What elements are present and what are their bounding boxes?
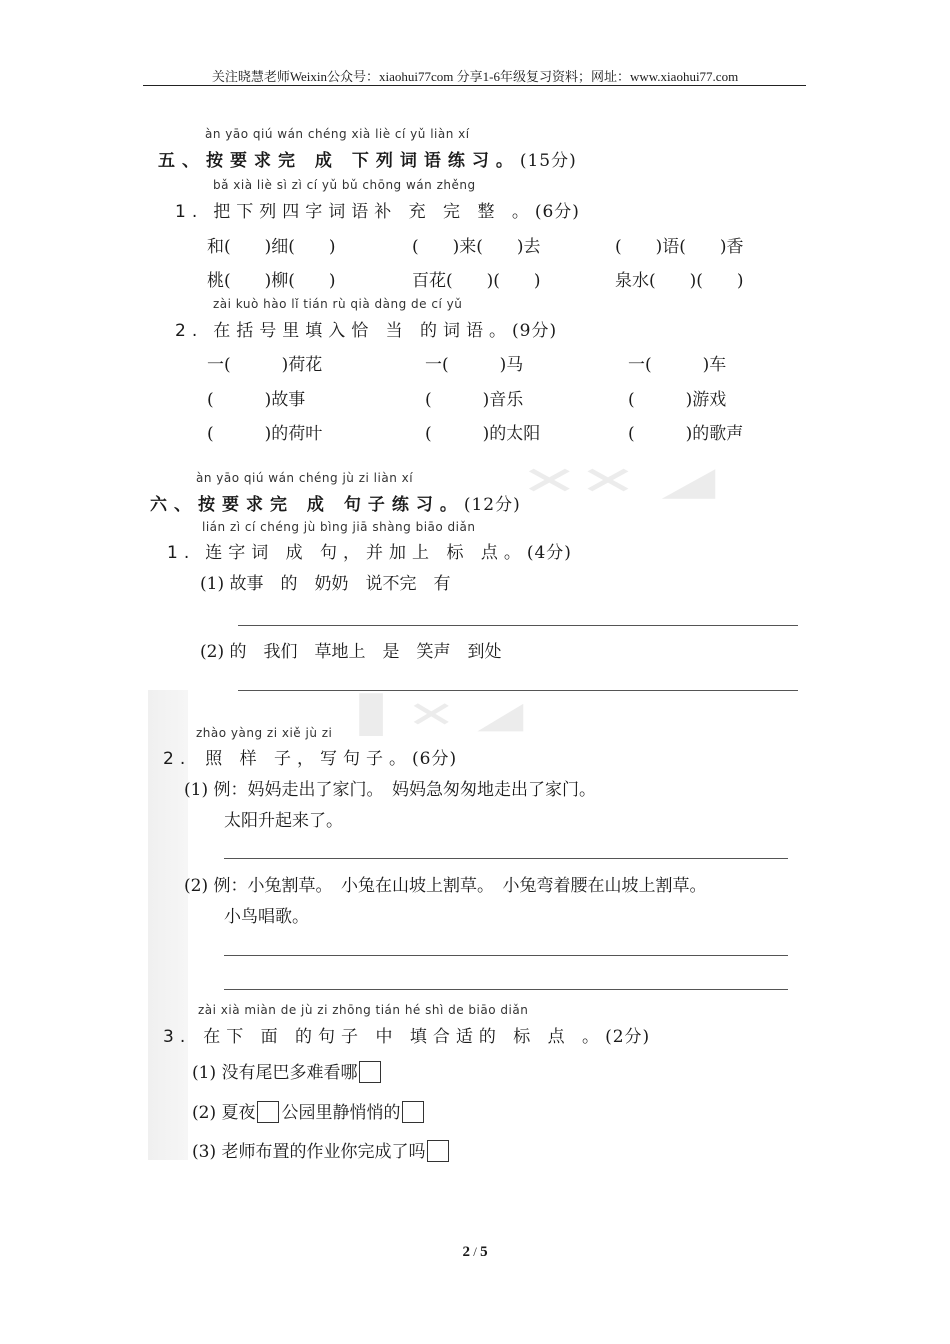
s5-q1-row2-b[interactable]: 百花( )( ) xyxy=(412,271,541,291)
s5-q1-row1-c[interactable]: ( )语( )香 xyxy=(615,237,744,257)
s5-q1-row1-b[interactable]: ( )来( )去 xyxy=(412,237,541,257)
section6-title: 六、按要求完 成 句子练习。(12分) xyxy=(150,495,521,515)
s6-q2-pinyin: zhào yàng zi xiě jù zi xyxy=(196,726,333,740)
s5-q2-r3-c[interactable]: ( )的歌声 xyxy=(628,424,744,444)
s5-q2-r2-a[interactable]: ( )故事 xyxy=(207,390,306,410)
s6-q3-item3: (3) 老师布置的作业你完成了吗 xyxy=(192,1137,449,1162)
s6-q3-text: 3. 在下 面 的句子 中 填合适的 标 点 。(2分) xyxy=(163,1027,651,1047)
punctuation-box[interactable] xyxy=(427,1140,449,1162)
punctuation-box[interactable] xyxy=(402,1101,424,1123)
s6-q3-item2: (2) 夏夜 公园里静悄悄的 xyxy=(192,1098,424,1123)
punctuation-box[interactable] xyxy=(359,1061,381,1083)
s6-q3-item1: (1) 没有尾巴多难看哪 xyxy=(192,1058,381,1083)
s6-q1-item2: (2) 的 我们 草地上 是 笑声 到处 xyxy=(200,642,502,662)
s5-q1-row1-a[interactable]: 和( )细( ) xyxy=(207,237,336,257)
s6-q2-example1: (1) 例：妈妈走出了家门。 妈妈急匆匆地走出了家门。 xyxy=(184,780,596,800)
answer-line-4[interactable] xyxy=(224,955,788,956)
page-header: 关注晓慧老师Weixin公众号：xiaohui77com 分享1-6年级复习资料；网址：www.xiaohui77.com xyxy=(211,69,739,84)
s6-q1-text: 1. 连字词 成 句，并加上 标 点。(4分) xyxy=(167,543,572,563)
s6-q2-text: 2. 照 样 子，写句子。(6分) xyxy=(163,749,458,769)
s5-q1-text: 1. 把下列四字词语补 充 完 整 。(6分) xyxy=(175,202,580,222)
s6-q1-pinyin: lián zì cí chéng jù bìng jiā shàng biāo diǎn xyxy=(202,520,476,534)
s5-q1-pinyin: bǎ xià liè sì zì cí yǔ bǔ chōng wán zhěng xyxy=(213,178,476,192)
answer-line-5[interactable] xyxy=(224,989,788,990)
answer-line-1[interactable] xyxy=(238,625,798,626)
answer-line-3[interactable] xyxy=(224,858,788,859)
section5-pinyin: àn yāo qiú wán chéng xià liè cí yǔ liàn xí xyxy=(205,127,470,141)
s5-q2-r1-c[interactable]: 一( )车 xyxy=(628,355,727,375)
s5-q2-r2-c[interactable]: ( )游戏 xyxy=(628,390,727,410)
s6-q1-item1: (1) 故事 的 奶奶 说不完 有 xyxy=(200,574,451,594)
header-rule xyxy=(143,85,806,86)
page-number: 2 / 5 xyxy=(462,1244,488,1260)
s6-q3-pinyin: zài xià miàn de jù zi zhōng tián hé shì de biāo diǎn xyxy=(198,1003,529,1017)
watermark-upper: ✕✕ ◢ xyxy=(520,458,716,504)
punctuation-box[interactable] xyxy=(257,1101,279,1123)
watermark-middle: ▌✕ ◢ xyxy=(360,694,524,736)
s5-q2-text: 2. 在括号里填入恰 当 的词语。(9分) xyxy=(175,321,558,341)
s5-q2-pinyin: zài kuò hào lǐ tián rù qià dàng de cí yǔ xyxy=(213,297,463,311)
s6-q2-task1: 太阳升起来了。 xyxy=(224,811,343,831)
s5-q2-r2-b[interactable]: ( )音乐 xyxy=(425,390,524,410)
section6-pinyin: àn yāo qiú wán chéng jù zi liàn xí xyxy=(196,471,414,485)
answer-line-2[interactable] xyxy=(238,690,798,691)
s5-q1-row2-c[interactable]: 泉水( )( ) xyxy=(615,271,744,291)
s6-q2-example2: (2) 例：小兔割草。 小兔在山坡上割草。 小兔弯着腰在山坡上割草。 xyxy=(184,876,707,896)
s5-q2-r3-a[interactable]: ( )的荷叶 xyxy=(207,424,323,444)
section5-title: 五、按要求完 成 下列词语练习。(15分) xyxy=(158,151,577,171)
s5-q2-r1-b[interactable]: 一( )马 xyxy=(425,355,524,375)
s5-q1-row2-a[interactable]: 桃( )柳( ) xyxy=(207,271,336,291)
s5-q2-r3-b[interactable]: ( )的太阳 xyxy=(425,424,541,444)
s5-q2-r1-a[interactable]: 一( )荷花 xyxy=(207,355,323,375)
s6-q2-task2: 小鸟唱歌。 xyxy=(224,907,309,927)
